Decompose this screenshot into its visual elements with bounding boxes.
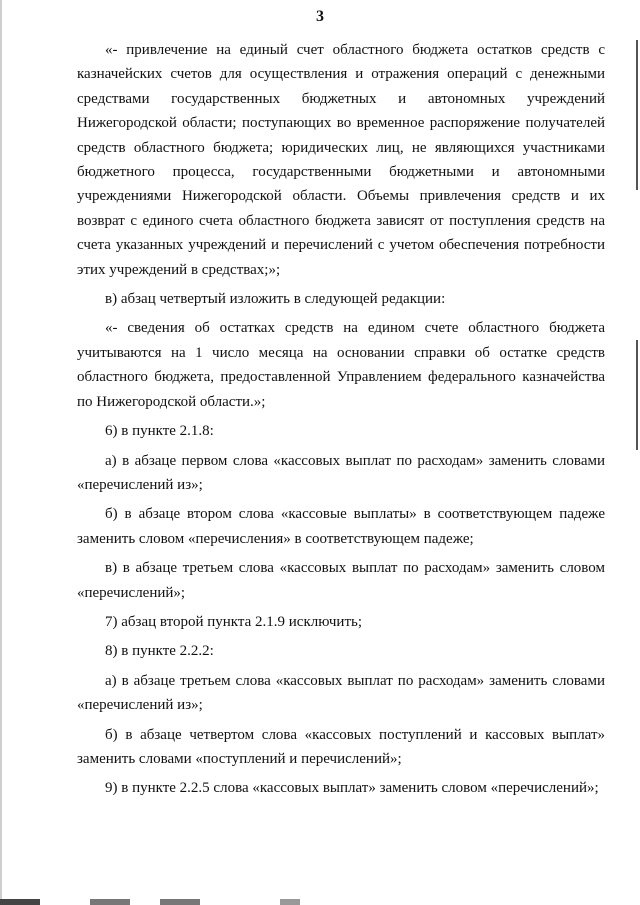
paragraph: «- привлечение на единый счет областного бюджета остатков средств с казначейских счетов для осуществления и отражения операций с денежными средствами государственных бюджетных и автономных учреждений Нижегородской области; поступающих во временное распоряжение получателей средств областного бюджета; юридических лиц, не являющихся участниками бюджетного процесса, государственными бюджетными и автономными учреждениями Нижегородской области. Объемы привлечения средств и их возврат с единого счета областного бюджета зависят от поступления средств на счета указанных учреждений и перечислений с учетом обеспечения потребности этих учреждений в средствах;»; <box>77 42 605 278</box>
paragraph: в) абзац четвертый изложить в следующей редакции: <box>105 291 446 308</box>
paragraph: 9) в пункте 2.2.5 слова «кассовых выплат» заменить словом «перечислений»; <box>105 780 599 797</box>
page-number: 3 <box>316 8 324 25</box>
paragraph: 8) в пункте 2.2.2: <box>105 643 214 660</box>
paragraph: а) в абзаце третьем слова «кассовых выплат по расходам» заменить словами «перечислений из»; <box>77 672 605 714</box>
paragraph: а) в абзаце первом слова «кассовых выплат по расходам» заменить словами «перечислений из»; <box>77 452 605 493</box>
paragraph: б) в абзаце втором слова «кассовые выплаты» в соответствующем падеже заменить словом «перечисления» в соответствующем падеже; <box>77 506 605 547</box>
paragraph: 6) в пункте 2.1.8: <box>105 423 214 440</box>
paragraph: в) в абзаце третьем слова «кассовых выплат по расходам» заменить словом «перечислений»; <box>77 560 605 601</box>
scan-bottom-edge <box>0 899 640 905</box>
paragraph: «- сведения об остатках средств на едином счете областного бюджета учитываются на 1 число месяца на основании справки об остатке средств областного бюджета, предоставленной Управлением федерального казначейства по Нижегородской области.»; <box>77 320 605 410</box>
paragraph: 7) абзац второй пункта 2.1.9 исключить; <box>105 613 363 630</box>
scan-margin-mark <box>636 340 638 450</box>
scan-margin-mark <box>636 40 638 190</box>
paragraph: б) в абзаце четвертом слова «кассовых поступлений и кассовых выплат» заменить словами «поступлений и перечислений»; <box>77 726 605 767</box>
document-body <box>77 38 605 806</box>
scan-left-edge <box>0 0 2 905</box>
